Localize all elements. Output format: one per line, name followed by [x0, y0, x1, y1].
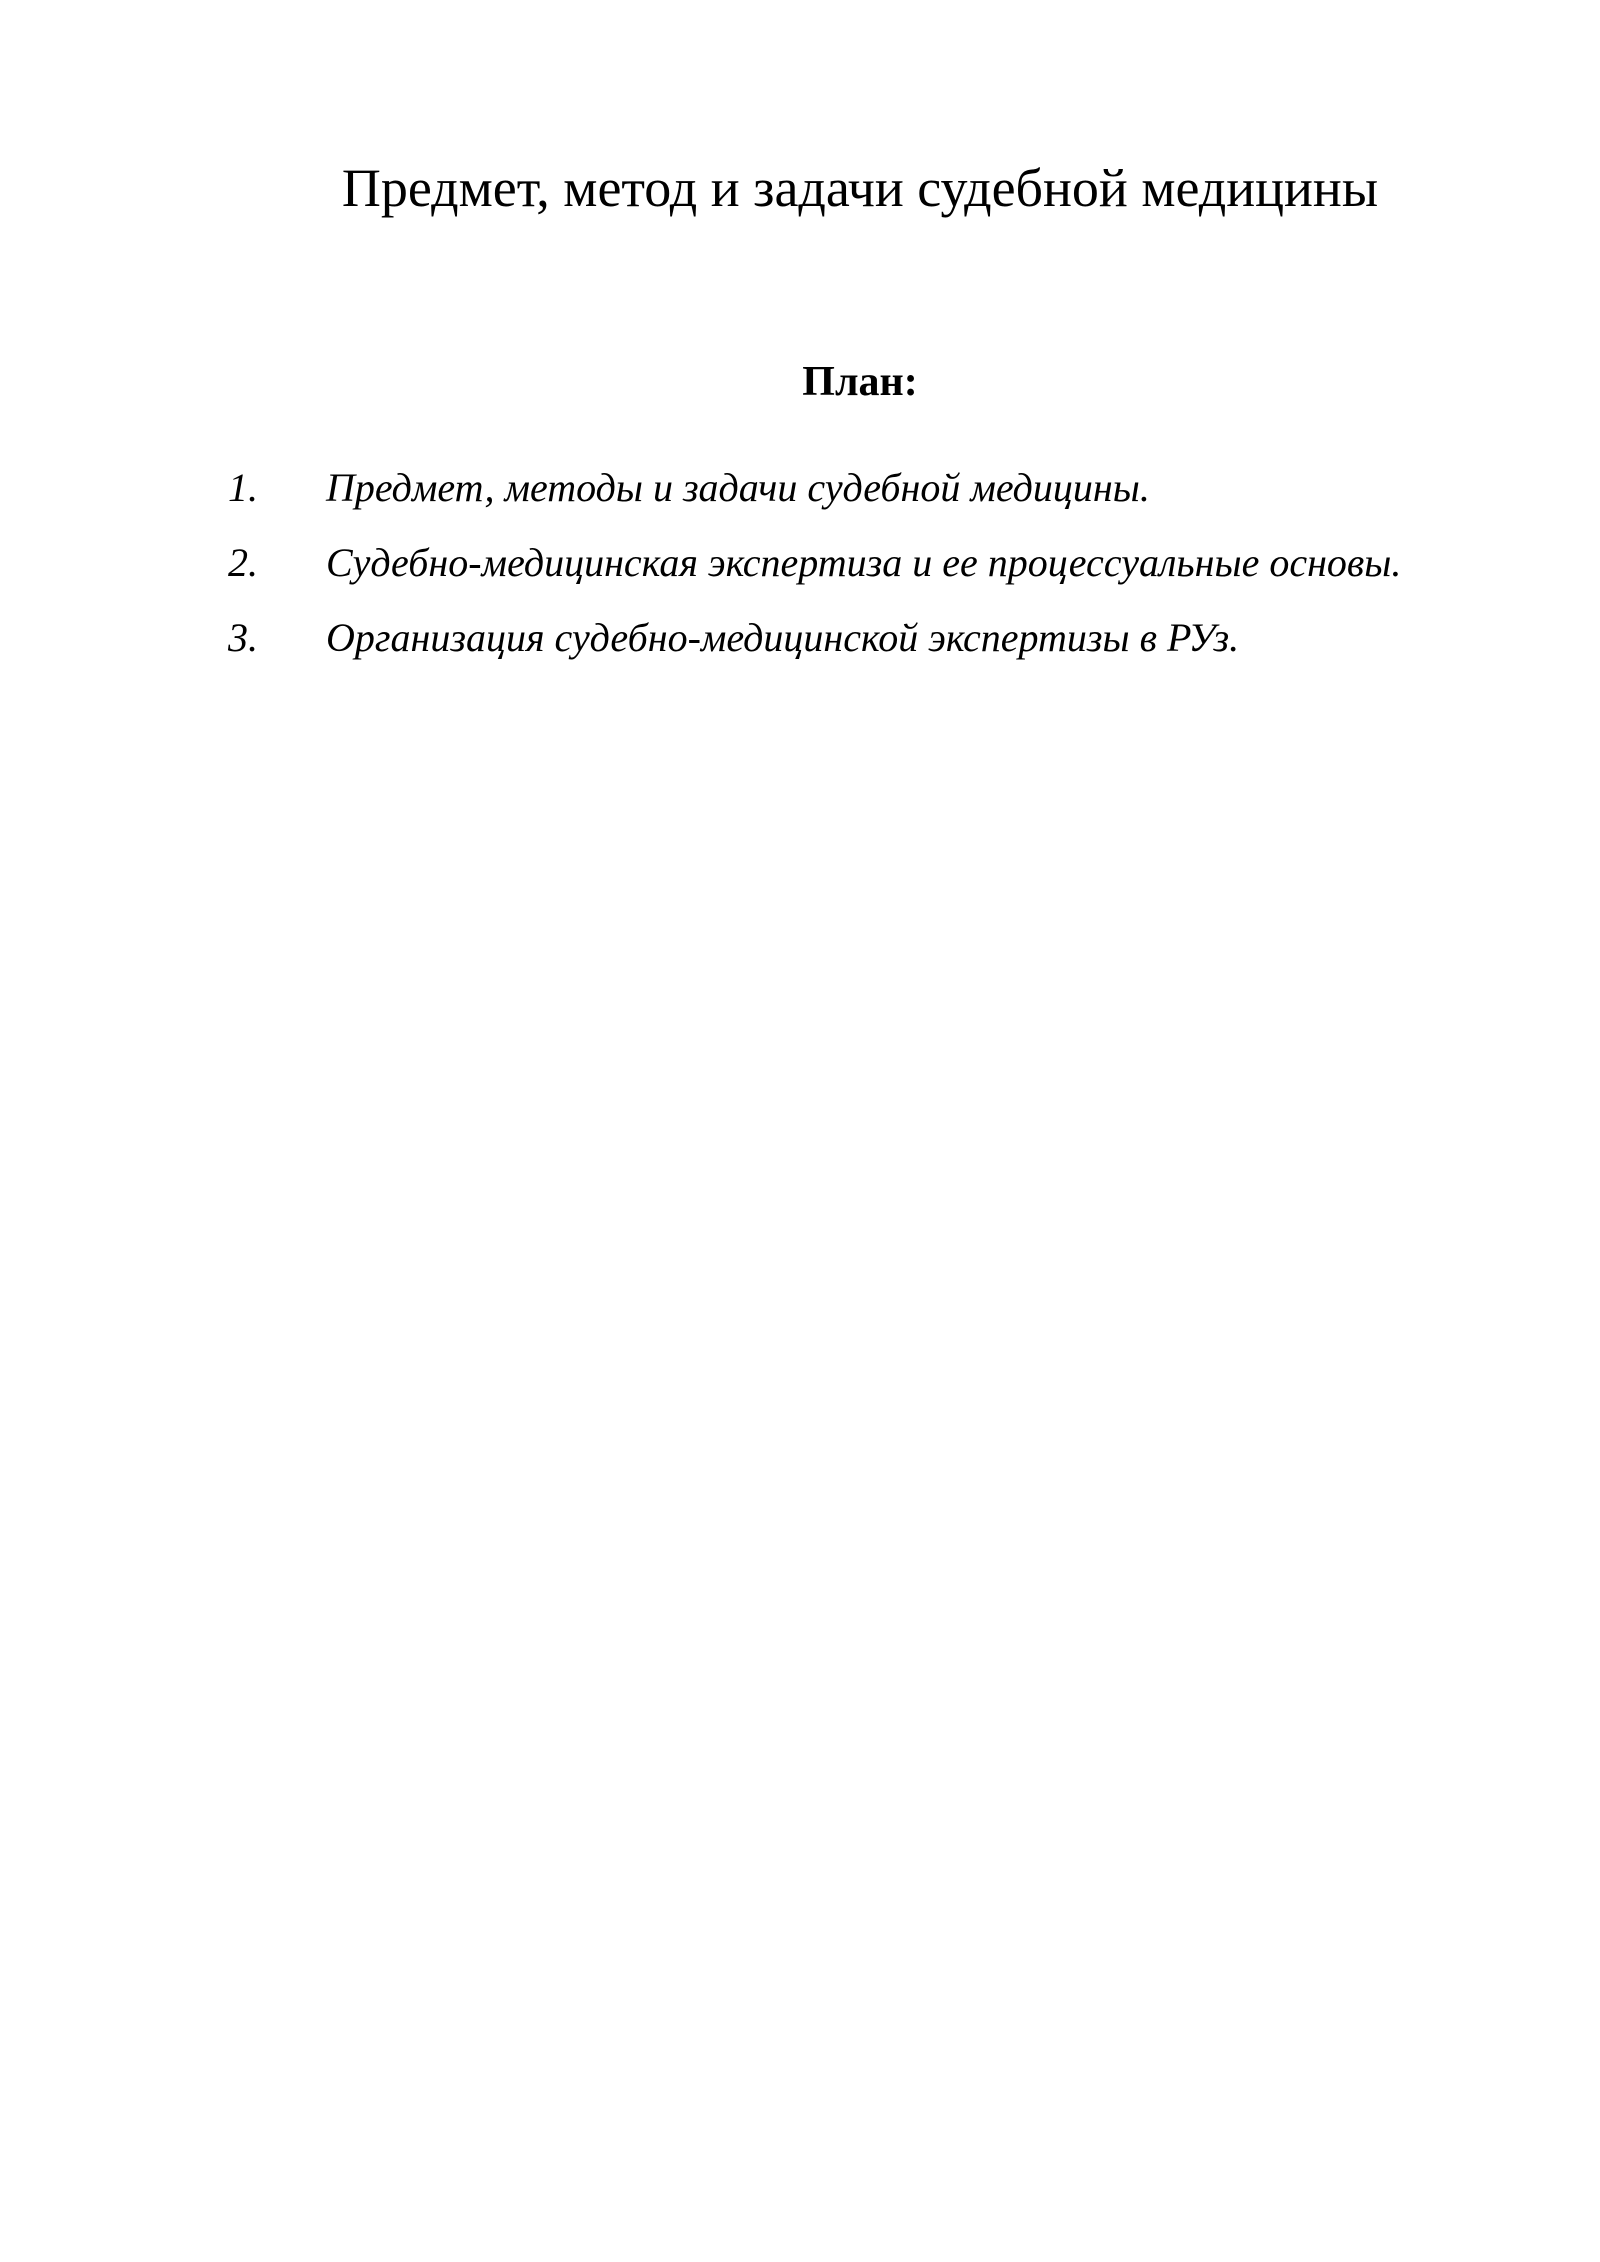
plan-item-number: 2.: [228, 540, 258, 585]
plan-item-2: [228, 535, 1568, 610]
document-title: Предмет, метод и задачи судебной медицины: [341, 158, 1379, 218]
plan-list: [228, 460, 1568, 685]
plan-heading: План:: [802, 359, 918, 405]
plan-item-text: Организация судебно-медицинской экспертизы в РУз.: [326, 615, 1240, 660]
plan-item-number: 1.: [228, 465, 258, 510]
plan-item-text: Судебно-медицинская экспертиза и ее процессуальные основы.: [326, 540, 1402, 585]
plan-item-3: [228, 610, 1568, 685]
plan-item-text: Предмет, методы и задачи судебной медицины.: [326, 465, 1150, 510]
plan-item-1: [228, 460, 1568, 535]
plan-item-number: 3.: [228, 615, 258, 660]
